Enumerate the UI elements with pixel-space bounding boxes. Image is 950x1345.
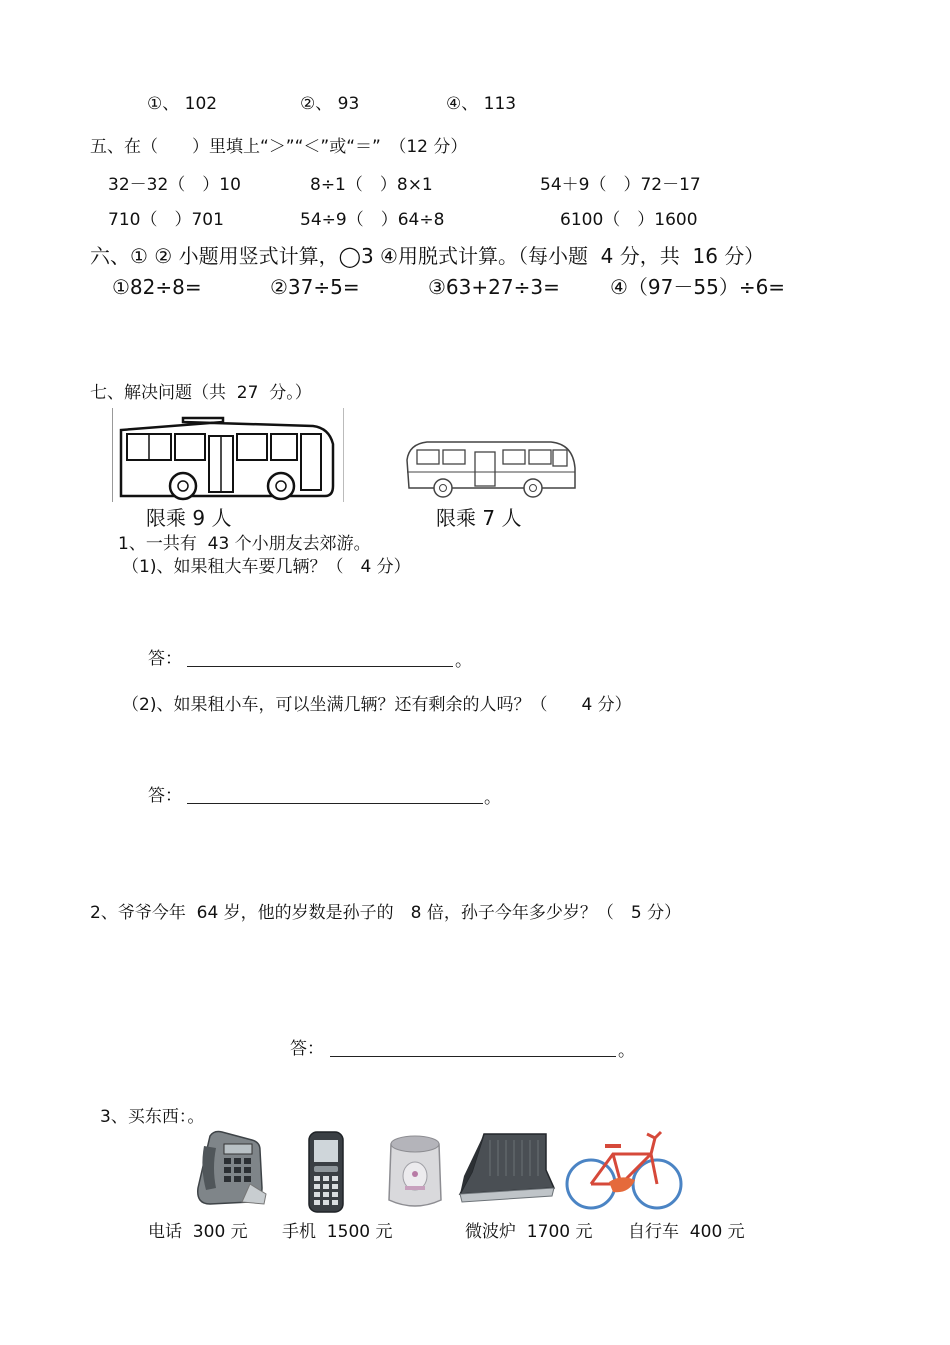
small-bus-image [403, 438, 578, 498]
rice-cooker-icon [385, 1130, 445, 1212]
telephone-icon [190, 1128, 270, 1208]
answer-end-2: 。 [484, 788, 501, 808]
big-bus-image [112, 408, 344, 502]
q6-item-1: ①82÷8= [112, 275, 202, 299]
q5-title: 五、在（ ）里填上“＞”“＜”或“＝” （12 分） [90, 137, 468, 157]
q6-title: 六、① ② 小题用竖式计算，◯3 ④用脱式计算。（每小题 4 分，共 16 分） [90, 244, 765, 268]
problem-2-text: 2、爷爷今年 64 岁，他的岁数是孙子的 8 倍，孙子今年多少岁？（ 5 分） [90, 903, 682, 923]
q5-row1-item3: 54＋9（ ）72－17 [540, 175, 701, 195]
small-bus-label: 限乘 7 人 [436, 506, 522, 530]
range-hood-icon [456, 1130, 556, 1210]
q5-row1-item2: 8÷1（ ）8×1 [310, 175, 433, 195]
bicycle-icon [565, 1128, 683, 1216]
item-label-mobile-phone: 手机 1500 元 [282, 1222, 393, 1242]
q7-title: 七、解决问题（共 27 分。） [90, 383, 312, 403]
answer-end-3: 。 [618, 1041, 635, 1061]
big-bus-label: 限乘 9 人 [146, 506, 232, 530]
mobile-phone-icon [305, 1130, 350, 1215]
q6-item-4: ④（97－55）÷6= [610, 275, 786, 299]
item-label-range-hood: 微波炉 1700 元 [465, 1222, 593, 1242]
answer-end-1: 。 [455, 651, 472, 671]
q5-row2-item1: 710（ ）701 [108, 210, 224, 230]
q5-row2-item2: 54÷9（ ）64÷8 [300, 210, 445, 230]
answer-label-2: 答： [148, 786, 182, 806]
answer-line-3[interactable] [330, 1056, 616, 1057]
answer-line-1[interactable] [187, 666, 453, 667]
q6-item-2: ②37÷5= [270, 275, 360, 299]
problem-1-part-2: （2)、如果租小车，可以坐满几辆？还有剩余的人吗？（ 4 分） [122, 695, 632, 715]
answer-line-2[interactable] [187, 803, 483, 804]
problem-3-text: 3、买东西：。 [100, 1107, 205, 1127]
q4-option-1: ①、 102 [147, 94, 218, 114]
q5-row1-item1: 32－32（ ）10 [108, 175, 241, 195]
q4-option-3: ④、 113 [446, 94, 517, 114]
item-label-telephone: 电话 300 元 [148, 1222, 248, 1242]
q5-row2-item3: 6100（ ）1600 [560, 210, 698, 230]
q6-item-3: ③63+27÷3= [428, 275, 560, 299]
problem-1-part-1: （1)、如果租大车要几辆？（ 4 分） [122, 557, 411, 577]
answer-label-1: 答： [148, 649, 182, 669]
q4-option-2: ②、 93 [300, 94, 360, 114]
item-label-bicycle: 自行车 400 元 [628, 1222, 745, 1242]
answer-label-3: 答： [290, 1039, 324, 1059]
problem-1-text: 1、一共有 43 个小朋友去郊游。 [118, 534, 371, 554]
